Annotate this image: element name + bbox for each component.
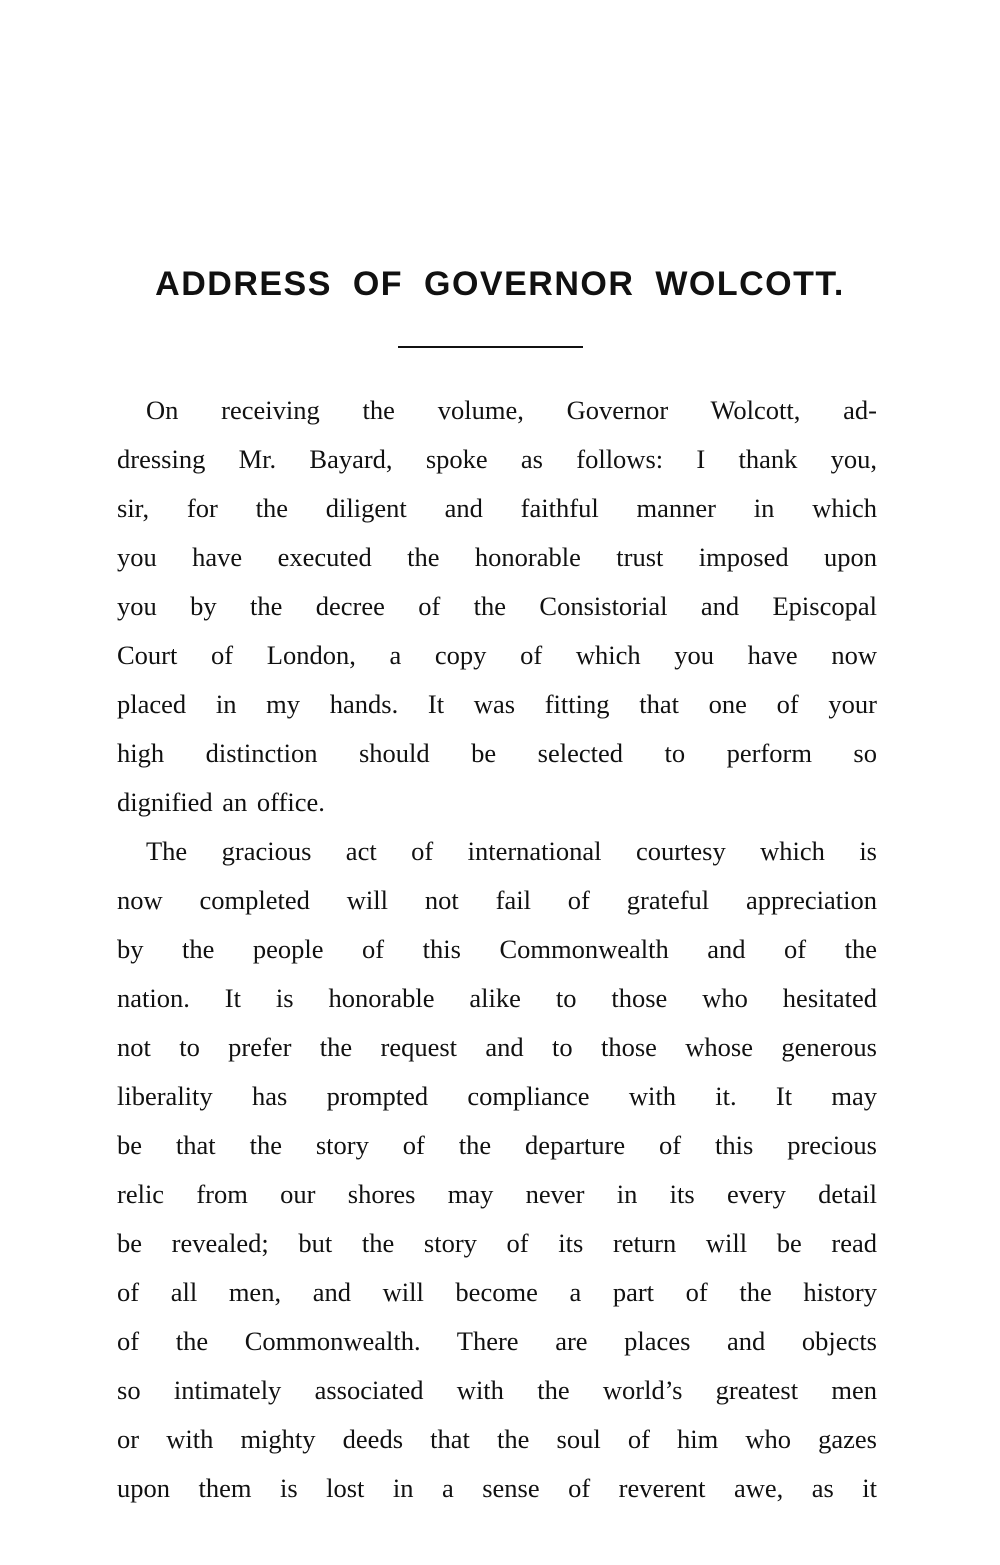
text-line: or with mighty deeds that the soul of him who gazes bbox=[117, 1424, 877, 1454]
text-line: placed in my hands. It was fitting that one of your bbox=[117, 689, 877, 719]
text-line: high distinction should be selected to perform so bbox=[117, 738, 877, 768]
text-line: not to prefer the request and to those whose generous bbox=[117, 1032, 877, 1062]
text-line: dignified an office. bbox=[117, 787, 325, 817]
text-line: be that the story of the departure of this precious bbox=[117, 1130, 877, 1160]
text-line: dressing Mr. Bayard, spoke as follows: I thank you, bbox=[117, 444, 877, 474]
text-line: of the Commonwealth. There are places and objects bbox=[117, 1326, 877, 1356]
text-line: by the people of this Commonwealth and of the bbox=[117, 934, 877, 964]
text-line: Court of London, a copy of which you have now bbox=[117, 640, 877, 670]
address-body bbox=[117, 386, 877, 1513]
text-line: relic from our shores may never in its every detail bbox=[117, 1179, 877, 1209]
text-line: upon them is lost in a sense of reverent awe, as it bbox=[117, 1473, 877, 1503]
text-line: sir, for the diligent and faithful manner in which bbox=[117, 493, 877, 523]
text-line: so intimately associated with the world’s greatest men bbox=[117, 1375, 877, 1405]
text-line: be revealed; but the story of its return will be read bbox=[117, 1228, 877, 1258]
text-line: now completed will not fail of grateful appreciation bbox=[117, 885, 877, 915]
text-line: On receiving the volume, Governor Wolcott, ad- bbox=[146, 395, 877, 425]
text-line: you have executed the honorable trust imposed upon bbox=[117, 542, 877, 572]
text-line: you by the decree of the Consistorial and Episcopal bbox=[117, 591, 877, 621]
text-line: nation. It is honorable alike to those who hesitated bbox=[117, 983, 877, 1013]
page-title: ADDRESS OF GOVERNOR WOLCOTT. bbox=[155, 265, 845, 303]
text-line: liberality has prompted compliance with it. It may bbox=[117, 1081, 877, 1111]
text-line: of all men, and will become a part of the history bbox=[117, 1277, 877, 1307]
text-line: The gracious act of international courtesy which is bbox=[146, 836, 877, 866]
title-divider bbox=[398, 346, 583, 348]
